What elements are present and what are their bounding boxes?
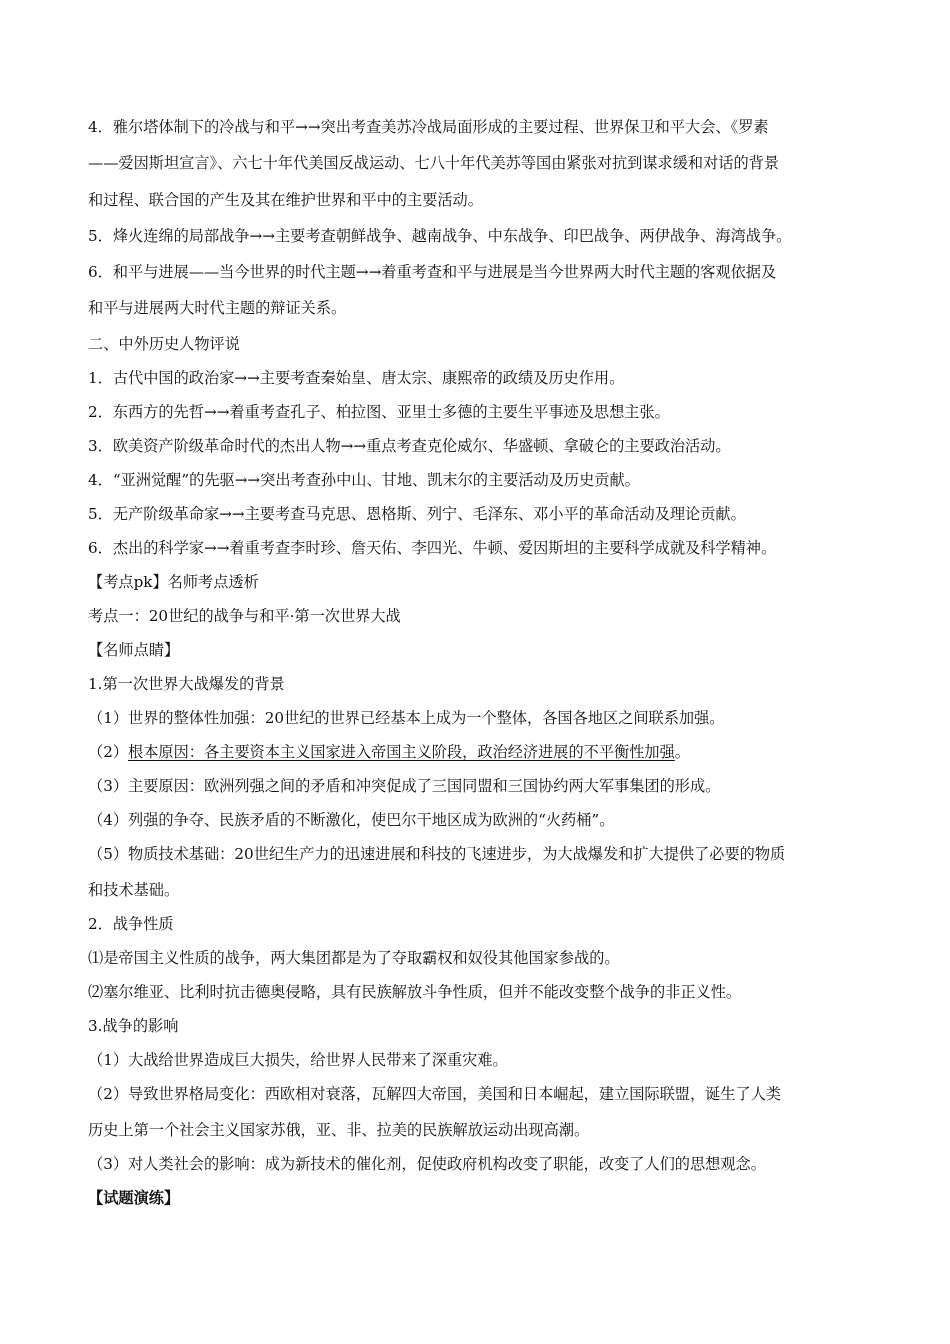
paragraph-line: 6．和平与进展——当今世界的时代主题→→着重考查和平与进展是当今世界两大时代主题的客观依据及 (88, 263, 777, 281)
paragraph-line: ——爱因斯坦宣言》、六七十年代美国反战运动、七八十年代美苏等国由紧张对抗到谋求缓和对话的背景 (88, 154, 780, 172)
paragraph-line: 5．无产阶级革命家→→主要考查马克思、恩格斯、列宁、毛泽东、邓小平的革命活动及理论贡献。 (88, 505, 746, 523)
section-heading: 【考点pk】名师考点透析 (88, 573, 259, 591)
paragraph-line: ⑴是帝国主义性质的战争，两大集团都是为了夺取霸权和奴役其他国家参战的。 (88, 949, 620, 967)
underlined-text: 根本原因：各主要资本主义国家进入帝国主义阶段，政治经济进展的不平衡性加强 (128, 743, 675, 761)
subheading: 3.战争的影响 (88, 1017, 179, 1035)
paragraph-line: （4）列强的争夺、民族矛盾的不断激化，使巴尔干地区成为欧洲的“火药桶”。 (88, 811, 615, 829)
paragraph-line: 2．东西方的先哲→→着重考查孔子、柏拉图、亚里士多德的主要生平事迹及思想主张。 (88, 403, 670, 421)
paragraph-line: 4．“亚洲觉醒”的先驱→→突出考查孙中山、甘地、凯末尔的主要活动及历史贡献。 (88, 471, 640, 489)
topic-heading: 考点一：20世纪的战争与和平·第一次世界大战 (88, 607, 401, 625)
section-heading: 【名师点睛】 (88, 641, 180, 659)
section-heading: 二、中外历史人物评说 (88, 335, 240, 353)
paragraph-line: 6．杰出的科学家→→着重考查李时珍、詹天佑、李四光、牛顿、爱因斯坦的主要科学成就及科学精神。 (88, 539, 777, 557)
paragraph-line: （3）对人类社会的影响：成为新技术的催化剂，促使政府机构改变了职能，改变了人们的思想观念。 (88, 1155, 766, 1173)
paragraph-line: 和过程、联合国的产生及其在维护世界和平中的主要活动。 (88, 191, 483, 209)
paragraph-line: 历史上第一个社会主义国家苏俄，亚、非、拉美的民族解放运动出现高潮。 (88, 1121, 590, 1139)
paragraph-line: 和平与进展两大时代主题的辩证关系。 (88, 299, 347, 317)
paragraph-line: 和技术基础。 (88, 881, 180, 899)
paragraph-line: 5．烽火连绵的局部战争→→主要考查朝鲜战争、越南战争、中东战争、印巴战争、两伊战争、海湾战争。 (88, 227, 792, 245)
paragraph-line: （1）世界的整体性加强：20世纪的世界已经基本上成为一个整体，各国各地区之间联系加强。 (88, 709, 725, 727)
paragraph-line: 3．欧美资产阶级革命时代的杰出人物→→重点考查克伦威尔、华盛顿、拿破仑的主要政治活动。 (88, 437, 731, 455)
paragraph-line: （5）物质技术基础：20世纪生产力的迅速进展和科技的飞速进步，为大战爆发和扩大提供了必要的物质 (88, 845, 786, 863)
subheading: 2．战争性质 (88, 915, 174, 933)
section-heading: 【试题演练】 (88, 1189, 180, 1207)
underlined-paragraph-line (88, 741, 868, 763)
paragraph-line: （3）主要原因：欧洲列强之间的矛盾和冲突促成了三国同盟和三国协约两大军事集团的形成。 (88, 777, 721, 795)
paragraph-line: （2）导致世界格局变化：西欧相对衰落，瓦解四大帝国，美国和日本崛起，建立国际联盟，诞生了人类 (88, 1085, 782, 1103)
item-number: （2） (88, 743, 129, 761)
paragraph-line: 4．雅尔塔体制下的冷战与和平→→突出考查美苏冷战局面形成的主要过程、世界保卫和平大会、《罗素 (88, 118, 769, 136)
paragraph-line: （1）大战给世界造成巨大损失，给世界人民带来了深重灾难。 (88, 1051, 508, 1069)
line-end-punctuation: 。 (674, 743, 690, 761)
paragraph-line: 1．古代中国的政治家→→主要考查秦始皇、唐太宗、康熙帝的政绩及历史作用。 (88, 369, 625, 387)
paragraph-line: ⑵塞尔维亚、比利时抗击德奥侵略，具有民族解放斗争性质，但并不能改变整个战争的非正义性。 (88, 983, 742, 1001)
subheading: 1.第一次世界大战爆发的背景 (88, 675, 285, 693)
